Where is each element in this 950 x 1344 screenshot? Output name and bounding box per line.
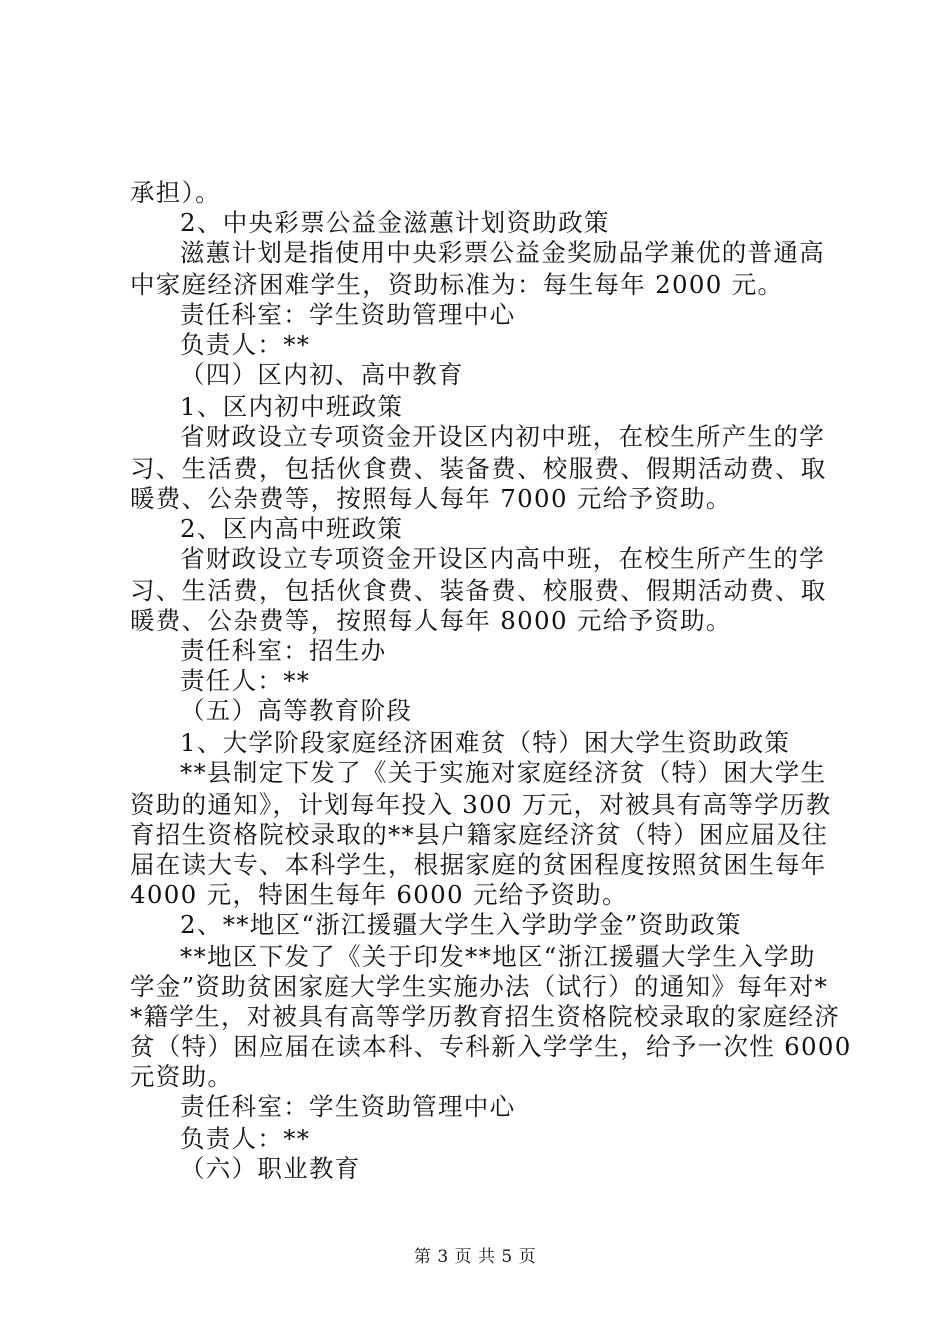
section-heading: 1、大学阶段家庭经济困难贫（特）困大学生资助政策 (180, 728, 791, 757)
text-line: 届在读大专、本科学生，根据家庭的贫困程度按照贫困生每年 (130, 850, 827, 879)
text-line: 责任人：** (180, 666, 311, 695)
text-line: 责任科室：招生办 (180, 636, 387, 665)
text-line: *籍学生，对被具有高等学历教育招生资格院校录取的家庭经济 (130, 1002, 841, 1031)
text-line: **地区下发了《关于印发**地区“浙江援疆大学生入学助 (180, 942, 816, 971)
text-line: 暖费、公杂费等，按照每人每年 7000 元给予资助。 (130, 484, 732, 513)
text-line: 责任科室：学生资助管理中心 (180, 1092, 516, 1121)
section-heading: （四）区内初、高中教育 (180, 360, 464, 389)
text-line: **县制定下发了《关于实施对家庭经济贫（特）困大学生 (180, 758, 827, 787)
section-heading: （五）高等教育阶段 (180, 696, 413, 725)
section-heading: （六）职业教育 (180, 1154, 361, 1183)
text-line: 4000 元，特困生每年 6000 元给予资助。 (130, 880, 628, 909)
section-heading: 2、中央彩票公益金滋蕙计划资助政策 (180, 208, 610, 237)
text-line: 习、生活费，包括伙食费、装备费、校服费、假期活动费、取 (130, 576, 827, 605)
section-heading: 1、区内初中班政策 (180, 392, 404, 421)
text-line: 省财政设立专项资金开设区内初中班，在校生所产生的学 (180, 422, 825, 451)
text-line: 责任科室：学生资助管理中心 (180, 300, 516, 329)
text-line: 学金”资助贫困家庭大学生实施办法（试行）的通知》每年对* (130, 972, 829, 1001)
text-line: 负责人：** (180, 1124, 311, 1153)
text-line: 资助的通知》，计划每年投入 300 万元，对被具有高等学历教 (130, 790, 832, 819)
text-line: 暖费、公杂费等，按照每人每年 8000 元给予资助。 (130, 606, 732, 635)
section-heading: 2、区内高中班政策 (180, 514, 404, 543)
text-line: 育招生资格院校录取的**县户籍家庭经济贫（特）困应届及往 (130, 820, 828, 849)
text-line: 滋蕙计划是指使用中央彩票公益金奖励品学兼优的普通高 (180, 238, 825, 267)
text-line: 贫（特）困应届在读本科、专科新入学学生，给予一次性 6000 (130, 1032, 852, 1061)
text-line: 元资助。 (130, 1062, 234, 1091)
text-line: 习、生活费，包括伙食费、装备费、校服费、假期活动费、取 (130, 454, 827, 483)
text-line: 负责人：** (180, 330, 311, 359)
text-line: 中家庭经济困难学生，资助标准为：每生每年 2000 元。 (130, 270, 784, 299)
text-line: 省财政设立专项资金开设区内高中班，在校生所产生的学 (180, 544, 825, 573)
text-line: 承担）。 (130, 178, 221, 207)
page-number-footer: 第 3 页 共 5 页 (413, 1247, 537, 1267)
section-heading: 2、**地区“浙江援疆大学生入学助学金”资助政策 (180, 910, 742, 939)
